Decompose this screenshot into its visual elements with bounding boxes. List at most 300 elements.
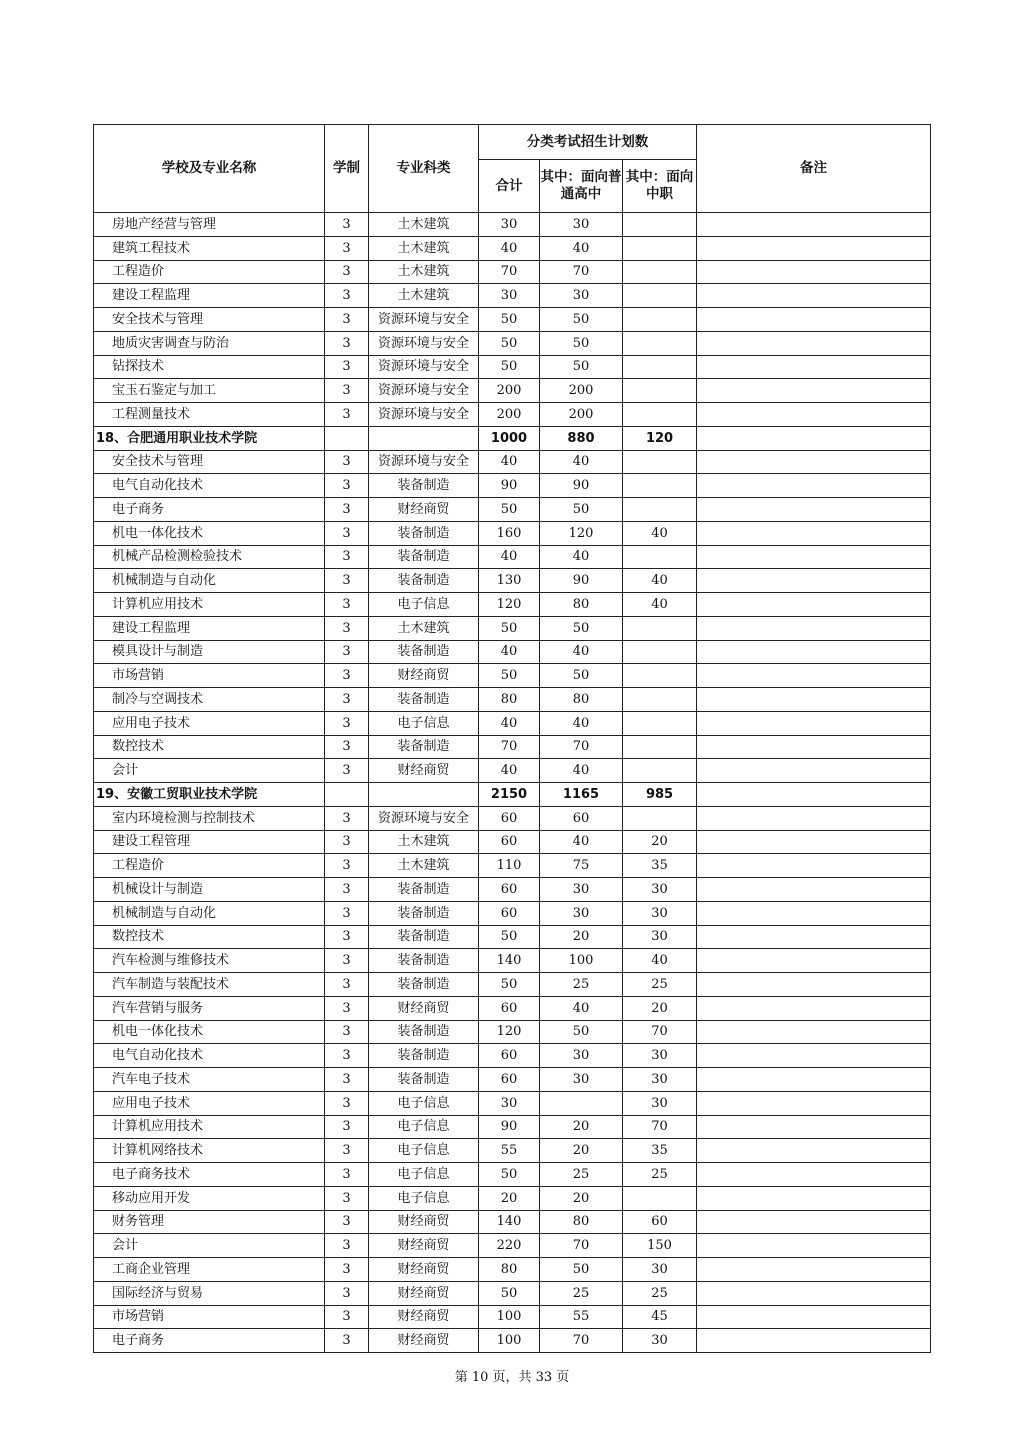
- row-remarks: [697, 521, 931, 545]
- row-length: 3: [325, 1068, 369, 1092]
- row-total: 50: [479, 355, 540, 379]
- row-vocational: [623, 284, 697, 308]
- row-remarks: [697, 284, 931, 308]
- row-total: 40: [479, 236, 540, 260]
- row-name: 钻探技术: [94, 355, 325, 379]
- row-vocational: [623, 331, 697, 355]
- row-remarks: [697, 925, 931, 949]
- row-total: 50: [479, 616, 540, 640]
- row-length: 3: [325, 996, 369, 1020]
- row-category: 土木建筑: [369, 854, 479, 878]
- row-general: 50: [540, 1258, 623, 1282]
- row-total: 140: [479, 1210, 540, 1234]
- row-general: 40: [540, 450, 623, 474]
- row-category: 电子信息: [369, 1115, 479, 1139]
- row-vocational: 40: [623, 569, 697, 593]
- row-vocational: 40: [623, 593, 697, 617]
- table-row: [94, 284, 931, 308]
- row-category: 财经商贸: [369, 498, 479, 522]
- row-general: 50: [540, 1020, 623, 1044]
- row-vocational: [623, 403, 697, 427]
- row-general: 30: [540, 1044, 623, 1068]
- page-footer: 第 10 页，共 33 页: [454, 1370, 570, 1385]
- row-category: [369, 783, 479, 807]
- row-vocational: 45: [623, 1305, 697, 1329]
- row-remarks: [697, 1186, 931, 1210]
- row-name: 汽车检测与维修技术: [94, 949, 325, 973]
- table-row: [94, 545, 931, 569]
- row-total: 100: [479, 1305, 540, 1329]
- row-name: 机械制造与自动化: [94, 569, 325, 593]
- row-length: 3: [325, 806, 369, 830]
- row-total: 50: [479, 1281, 540, 1305]
- row-category: 财经商贸: [369, 1234, 479, 1258]
- row-general: 55: [540, 1305, 623, 1329]
- row-general: 20: [540, 1186, 623, 1210]
- header-length: 学制: [325, 125, 369, 213]
- row-remarks: [697, 878, 931, 902]
- row-general: 40: [540, 830, 623, 854]
- row-general: 75: [540, 854, 623, 878]
- row-general: 30: [540, 901, 623, 925]
- row-category: 财经商贸: [369, 1305, 479, 1329]
- row-vocational: [623, 688, 697, 712]
- row-name: 工程造价: [94, 854, 325, 878]
- row-category: 财经商贸: [369, 1329, 479, 1353]
- row-length: 3: [325, 213, 369, 237]
- row-remarks: [697, 450, 931, 474]
- table-row: [94, 308, 931, 332]
- row-length: 3: [325, 331, 369, 355]
- row-name: 18、合肥通用职业技术学院: [94, 426, 325, 450]
- table-row: [94, 1281, 931, 1305]
- row-remarks: [697, 830, 931, 854]
- table-row: [94, 759, 931, 783]
- row-remarks: [697, 236, 931, 260]
- row-category: 电子信息: [369, 593, 479, 617]
- row-name: 建设工程监理: [94, 616, 325, 640]
- row-length: 3: [325, 616, 369, 640]
- row-name: 工程测量技术: [94, 403, 325, 427]
- row-total: 50: [479, 973, 540, 997]
- row-general: 40: [540, 711, 623, 735]
- row-length: 3: [325, 1163, 369, 1187]
- row-length: 3: [325, 498, 369, 522]
- row-general: 30: [540, 213, 623, 237]
- table-row: [94, 1115, 931, 1139]
- row-vocational: [623, 498, 697, 522]
- header-total: 合计: [479, 160, 540, 213]
- row-length: [325, 426, 369, 450]
- row-length: 3: [325, 830, 369, 854]
- row-remarks: [697, 711, 931, 735]
- row-general: 90: [540, 474, 623, 498]
- row-length: 3: [325, 854, 369, 878]
- row-general: 200: [540, 379, 623, 403]
- row-general: 70: [540, 1234, 623, 1258]
- row-length: 3: [325, 711, 369, 735]
- row-general: 50: [540, 498, 623, 522]
- row-general: 20: [540, 925, 623, 949]
- row-total: 40: [479, 450, 540, 474]
- row-name: 计算机网络技术: [94, 1139, 325, 1163]
- row-total: 60: [479, 1068, 540, 1092]
- row-name: 应用电子技术: [94, 711, 325, 735]
- row-category: 资源环境与安全: [369, 308, 479, 332]
- row-vocational: 120: [623, 426, 697, 450]
- table-row: [94, 213, 931, 237]
- row-length: 3: [325, 450, 369, 474]
- row-total: 120: [479, 1020, 540, 1044]
- row-name: 地质灾害调查与防治: [94, 331, 325, 355]
- row-name: 制冷与空调技术: [94, 688, 325, 712]
- row-length: 3: [325, 308, 369, 332]
- row-remarks: [697, 355, 931, 379]
- row-name: 汽车营销与服务: [94, 996, 325, 1020]
- row-vocational: [623, 640, 697, 664]
- row-category: 资源环境与安全: [369, 379, 479, 403]
- row-total: 90: [479, 1115, 540, 1139]
- row-category: 装备制造: [369, 569, 479, 593]
- table-row: [94, 1091, 931, 1115]
- row-length: 3: [325, 521, 369, 545]
- row-name: 会计: [94, 1234, 325, 1258]
- row-remarks: [697, 308, 931, 332]
- row-total: 100: [479, 1329, 540, 1353]
- row-total: 50: [479, 664, 540, 688]
- row-remarks: [697, 1281, 931, 1305]
- row-name: 计算机应用技术: [94, 593, 325, 617]
- row-category: 装备制造: [369, 545, 479, 569]
- row-total: 30: [479, 284, 540, 308]
- row-name: 市场营销: [94, 1305, 325, 1329]
- row-vocational: [623, 474, 697, 498]
- row-vocational: [623, 806, 697, 830]
- row-vocational: 30: [623, 1258, 697, 1282]
- row-remarks: [697, 1139, 931, 1163]
- row-category: 电子信息: [369, 1091, 479, 1115]
- row-remarks: [697, 1068, 931, 1092]
- row-vocational: [623, 545, 697, 569]
- row-category: 资源环境与安全: [369, 331, 479, 355]
- row-name: 建设工程监理: [94, 284, 325, 308]
- row-category: 电子信息: [369, 1186, 479, 1210]
- row-remarks: [697, 664, 931, 688]
- row-name: 国际经济与贸易: [94, 1281, 325, 1305]
- row-category: 资源环境与安全: [369, 450, 479, 474]
- row-total: 40: [479, 711, 540, 735]
- row-total: 200: [479, 379, 540, 403]
- row-length: 3: [325, 355, 369, 379]
- row-general: 70: [540, 735, 623, 759]
- row-total: 120: [479, 593, 540, 617]
- row-name: 市场营销: [94, 664, 325, 688]
- row-vocational: 40: [623, 521, 697, 545]
- row-total: 2150: [479, 783, 540, 807]
- row-name: 安全技术与管理: [94, 308, 325, 332]
- row-total: 40: [479, 759, 540, 783]
- table-row: [94, 569, 931, 593]
- row-name: 宝玉石鉴定与加工: [94, 379, 325, 403]
- table-row: [94, 711, 931, 735]
- row-general: 50: [540, 616, 623, 640]
- row-general: 200: [540, 403, 623, 427]
- row-remarks: [697, 1305, 931, 1329]
- row-remarks: [697, 1234, 931, 1258]
- row-length: [325, 783, 369, 807]
- row-name: 汽车电子技术: [94, 1068, 325, 1092]
- row-total: 110: [479, 854, 540, 878]
- row-vocational: [623, 260, 697, 284]
- row-total: 30: [479, 213, 540, 237]
- row-category: 土木建筑: [369, 616, 479, 640]
- row-category: 财经商贸: [369, 759, 479, 783]
- row-general: 50: [540, 331, 623, 355]
- row-remarks: [697, 569, 931, 593]
- row-general: 120: [540, 521, 623, 545]
- table-row: [94, 688, 931, 712]
- row-length: 3: [325, 1091, 369, 1115]
- row-name: 19、安徽工贸职业技术学院: [94, 783, 325, 807]
- row-total: 55: [479, 1139, 540, 1163]
- row-name: 建设工程管理: [94, 830, 325, 854]
- row-length: 3: [325, 949, 369, 973]
- table-body: [94, 213, 931, 1353]
- row-remarks: [697, 331, 931, 355]
- row-general: 20: [540, 1115, 623, 1139]
- row-length: 3: [325, 569, 369, 593]
- row-total: 60: [479, 830, 540, 854]
- row-length: 3: [325, 1210, 369, 1234]
- row-vocational: 150: [623, 1234, 697, 1258]
- table-row: [94, 1258, 931, 1282]
- row-length: 3: [325, 1305, 369, 1329]
- row-name: 财务管理: [94, 1210, 325, 1234]
- row-category: 土木建筑: [369, 260, 479, 284]
- row-length: 3: [325, 901, 369, 925]
- row-general: 40: [540, 996, 623, 1020]
- row-name: 房地产经营与管理: [94, 213, 325, 237]
- table-row: [94, 1210, 931, 1234]
- row-category: 装备制造: [369, 901, 479, 925]
- row-vocational: [623, 450, 697, 474]
- table-row: [94, 521, 931, 545]
- row-general: 50: [540, 355, 623, 379]
- table-row: [94, 925, 931, 949]
- row-vocational: [623, 616, 697, 640]
- row-name: 汽车制造与装配技术: [94, 973, 325, 997]
- row-category: 电子信息: [369, 1163, 479, 1187]
- row-general: 70: [540, 260, 623, 284]
- row-name: 数控技术: [94, 735, 325, 759]
- row-remarks: [697, 759, 931, 783]
- row-total: 20: [479, 1186, 540, 1210]
- row-vocational: 40: [623, 949, 697, 973]
- row-general: 100: [540, 949, 623, 973]
- row-name: 移动应用开发: [94, 1186, 325, 1210]
- row-name: 电气自动化技术: [94, 474, 325, 498]
- row-category: 装备制造: [369, 735, 479, 759]
- row-category: 财经商贸: [369, 1281, 479, 1305]
- row-name: 数控技术: [94, 925, 325, 949]
- table-row: [94, 355, 931, 379]
- row-general: 90: [540, 569, 623, 593]
- row-general: 30: [540, 878, 623, 902]
- row-total: 60: [479, 901, 540, 925]
- row-category: 装备制造: [369, 640, 479, 664]
- row-name: 电子商务: [94, 498, 325, 522]
- row-name: 工程造价: [94, 260, 325, 284]
- row-total: 50: [479, 331, 540, 355]
- row-vocational: [623, 711, 697, 735]
- row-remarks: [697, 640, 931, 664]
- row-length: 3: [325, 593, 369, 617]
- row-remarks: [697, 1091, 931, 1115]
- header-category: 专业科类: [369, 125, 479, 213]
- row-length: 3: [325, 545, 369, 569]
- table-row: [94, 1234, 931, 1258]
- row-category: 土木建筑: [369, 236, 479, 260]
- row-vocational: 30: [623, 1329, 697, 1353]
- table-row: [94, 450, 931, 474]
- row-total: 220: [479, 1234, 540, 1258]
- row-remarks: [697, 901, 931, 925]
- row-total: 60: [479, 1044, 540, 1068]
- table-row: [94, 331, 931, 355]
- row-general: 80: [540, 593, 623, 617]
- row-category: 装备制造: [369, 1068, 479, 1092]
- row-general: 25: [540, 1281, 623, 1305]
- row-category: 土木建筑: [369, 213, 479, 237]
- row-remarks: [697, 213, 931, 237]
- table-row: [94, 640, 931, 664]
- row-length: 3: [325, 1115, 369, 1139]
- row-category: 装备制造: [369, 949, 479, 973]
- enrollment-plan-table: [93, 124, 931, 1353]
- row-length: 3: [325, 1329, 369, 1353]
- table-row: [94, 379, 931, 403]
- row-category: 装备制造: [369, 688, 479, 712]
- table-row: [94, 878, 931, 902]
- row-total: 40: [479, 640, 540, 664]
- row-length: 3: [325, 379, 369, 403]
- row-vocational: [623, 664, 697, 688]
- row-vocational: 70: [623, 1115, 697, 1139]
- row-vocational: [623, 379, 697, 403]
- row-total: 90: [479, 474, 540, 498]
- row-length: 3: [325, 236, 369, 260]
- row-length: 3: [325, 1020, 369, 1044]
- row-total: 130: [479, 569, 540, 593]
- row-total: 50: [479, 498, 540, 522]
- row-general: 40: [540, 640, 623, 664]
- row-category: 财经商贸: [369, 664, 479, 688]
- row-vocational: [623, 355, 697, 379]
- row-remarks: [697, 949, 931, 973]
- row-general: 30: [540, 284, 623, 308]
- table-row: [94, 735, 931, 759]
- table-row: [94, 806, 931, 830]
- row-total: 80: [479, 1258, 540, 1282]
- header-vocational: 其中：面向中职: [623, 160, 697, 213]
- school-row: [94, 426, 931, 450]
- row-length: 3: [325, 1258, 369, 1282]
- row-general: 60: [540, 806, 623, 830]
- table-row: [94, 830, 931, 854]
- row-general: 50: [540, 664, 623, 688]
- row-length: 3: [325, 1281, 369, 1305]
- row-category: 电子信息: [369, 711, 479, 735]
- row-vocational: 35: [623, 1139, 697, 1163]
- row-category: 土木建筑: [369, 284, 479, 308]
- row-vocational: 30: [623, 1044, 697, 1068]
- row-category: 资源环境与安全: [369, 806, 479, 830]
- row-name: 模具设计与制造: [94, 640, 325, 664]
- row-name: 建筑工程技术: [94, 236, 325, 260]
- row-name: 电子商务技术: [94, 1163, 325, 1187]
- row-total: 60: [479, 806, 540, 830]
- row-category: 装备制造: [369, 1020, 479, 1044]
- row-length: 3: [325, 735, 369, 759]
- table-row: [94, 498, 931, 522]
- row-remarks: [697, 1258, 931, 1282]
- row-general: 1165: [540, 783, 623, 807]
- row-total: 1000: [479, 426, 540, 450]
- row-general: 80: [540, 688, 623, 712]
- row-remarks: [697, 426, 931, 450]
- table-row: [94, 1329, 931, 1353]
- row-length: 3: [325, 260, 369, 284]
- row-vocational: 30: [623, 1068, 697, 1092]
- row-category: 装备制造: [369, 973, 479, 997]
- row-total: 30: [479, 1091, 540, 1115]
- row-vocational: 30: [623, 878, 697, 902]
- row-length: 3: [325, 759, 369, 783]
- row-total: 70: [479, 260, 540, 284]
- row-total: 70: [479, 735, 540, 759]
- table-row: [94, 616, 931, 640]
- row-length: 3: [325, 1139, 369, 1163]
- row-vocational: 25: [623, 1163, 697, 1187]
- table-row: [94, 901, 931, 925]
- row-vocational: 35: [623, 854, 697, 878]
- row-category: 装备制造: [369, 474, 479, 498]
- row-remarks: [697, 593, 931, 617]
- school-row: [94, 783, 931, 807]
- row-vocational: [623, 308, 697, 332]
- row-vocational: 985: [623, 783, 697, 807]
- row-remarks: [697, 735, 931, 759]
- row-length: 3: [325, 973, 369, 997]
- row-remarks: [697, 1210, 931, 1234]
- row-vocational: 25: [623, 973, 697, 997]
- header-name: 学校及专业名称: [94, 125, 325, 213]
- row-length: 3: [325, 664, 369, 688]
- row-general: [540, 1091, 623, 1115]
- row-general: 25: [540, 1163, 623, 1187]
- row-remarks: [697, 616, 931, 640]
- table-row: [94, 1068, 931, 1092]
- row-general: 40: [540, 545, 623, 569]
- row-category: 财经商贸: [369, 1210, 479, 1234]
- row-vocational: [623, 759, 697, 783]
- row-length: 3: [325, 640, 369, 664]
- row-category: 电子信息: [369, 1139, 479, 1163]
- row-category: 资源环境与安全: [369, 403, 479, 427]
- row-vocational: 30: [623, 1091, 697, 1115]
- row-name: 机械产品检测检验技术: [94, 545, 325, 569]
- row-name: 机械设计与制造: [94, 878, 325, 902]
